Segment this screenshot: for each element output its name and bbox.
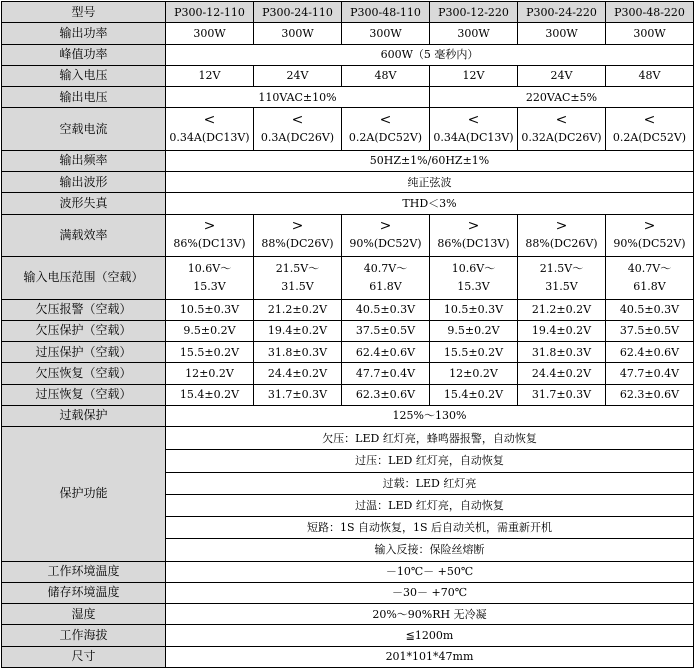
cell-value [254, 214, 342, 257]
range-max: 61.8V [633, 279, 666, 293]
less-than-symbol: < [555, 112, 568, 128]
cell-text: 0.2A(DC52V) [348, 131, 423, 144]
range-max: 31.5V [545, 279, 578, 293]
row-altitude [2, 625, 694, 646]
cell-text: 0.3A(DC26V) [260, 131, 335, 144]
protection-item: 过压：LED 红灯亮，自动恢复 [166, 450, 694, 472]
range-max: 31.5V [281, 279, 314, 293]
range-min: 21.5V～ [539, 261, 584, 275]
protection-item: 过载：LED 红灯亮 [166, 472, 694, 494]
cell-value: 300W [342, 23, 430, 44]
model-label: 型号 [2, 2, 166, 23]
greater-than-symbol: > [379, 218, 392, 235]
row-storage-temp [2, 582, 694, 603]
cell-text: 88%(DC26V) [525, 237, 598, 251]
greater-than-symbol: > [203, 218, 216, 235]
row-full-load-efficiency [2, 214, 694, 257]
row-label: 输出电压 [2, 87, 166, 108]
cell-value: 31.8±0.3V [518, 342, 606, 363]
cell-value: 10.5±0.3V [430, 299, 518, 320]
cell-value: THD＜3% [166, 193, 694, 214]
row-humidity [2, 604, 694, 625]
cell-value: 220VAC±5% [430, 87, 694, 108]
cell-value: 31.7±0.3V [518, 384, 606, 405]
row-undervoltage-alarm [2, 299, 694, 320]
protection-item: 过温：LED 红灯亮，自动恢复 [166, 494, 694, 516]
cell-value [518, 257, 606, 300]
protection-item: 短路：1S 自动恢复，1S 后自动关机，需重新开机 [166, 517, 694, 539]
cell-value: ≦1200m [166, 625, 694, 646]
row-label: 工作环境温度 [2, 561, 166, 582]
row-input-voltage [2, 65, 694, 86]
cell-value: －30－ +70℃ [166, 582, 694, 603]
cell-value: 300W [606, 23, 694, 44]
cell-value: 201*101*47mm [166, 646, 694, 667]
cell-text: 86%(DC13V) [437, 237, 510, 251]
cell-value: 37.5±0.5V [606, 320, 694, 341]
cell-value [166, 108, 254, 151]
cell-value: 300W [518, 23, 606, 44]
cell-value: 10.5±0.3V [166, 299, 254, 320]
cell-value: 9.5±0.2V [166, 320, 254, 341]
cell-value: 19.4±0.2V [254, 320, 342, 341]
cell-text: 86%(DC13V) [173, 237, 246, 251]
range-min: 21.5V～ [275, 261, 320, 275]
cell-text: 90%(DC52V) [613, 237, 686, 251]
cell-value: 12V [430, 65, 518, 86]
cell-value: 24.4±0.2V [518, 363, 606, 384]
protection-item: 欠压：LED 红灯亮，蜂鸣器报警，自动恢复 [166, 427, 694, 450]
row-output-waveform [2, 172, 694, 193]
cell-value: 12±0.2V [430, 363, 518, 384]
cell-value: 纯正弦波 [166, 172, 694, 193]
cell-value: 12V [166, 65, 254, 86]
cell-value [166, 214, 254, 257]
cell-value: 48V [606, 65, 694, 86]
row-label: 欠压恢复（空载） [2, 363, 166, 384]
model-name: P300-24-110 [254, 2, 342, 23]
model-name: P300-48-110 [342, 2, 430, 23]
row-label: 湿度 [2, 604, 166, 625]
cell-value [606, 257, 694, 300]
row-label: 欠压保护（空载） [2, 320, 166, 341]
row-label: 储存环境温度 [2, 582, 166, 603]
row-input-voltage-range [2, 257, 694, 300]
row-label: 波形失真 [2, 193, 166, 214]
spec-table [1, 1, 694, 668]
cell-value: 62.4±0.6V [606, 342, 694, 363]
cell-value: 24V [254, 65, 342, 86]
cell-value: 300W [254, 23, 342, 44]
cell-value: －10℃－ +50℃ [166, 561, 694, 582]
cell-value: 50HZ±1%/60HZ±1% [166, 150, 694, 171]
model-name: P300-24-220 [518, 2, 606, 23]
cell-value: 62.3±0.6V [606, 384, 694, 405]
protection-item: 输入反接：保险丝熔断 [166, 539, 694, 561]
cell-value: 125%～130% [166, 405, 694, 426]
range-min: 10.6V～ [451, 261, 496, 275]
cell-value: 15.5±0.2V [430, 342, 518, 363]
cell-value: 21.2±0.2V [518, 299, 606, 320]
range-max: 15.3V [457, 279, 490, 293]
row-label: 输入电压范围（空载） [2, 257, 166, 300]
row-label: 尺寸 [2, 646, 166, 667]
row-undervoltage-protect [2, 320, 694, 341]
row-label: 峰值功率 [2, 44, 166, 65]
cell-value: 62.3±0.6V [342, 384, 430, 405]
cell-value: 40.5±0.3V [606, 299, 694, 320]
model-name: P300-12-220 [430, 2, 518, 23]
less-than-symbol: < [291, 112, 304, 128]
row-label: 输入电压 [2, 65, 166, 86]
cell-value: 31.7±0.3V [254, 384, 342, 405]
cell-value [518, 108, 606, 151]
cell-value: 47.7±0.4V [342, 363, 430, 384]
row-label: 欠压报警（空载） [2, 299, 166, 320]
cell-value [430, 257, 518, 300]
row-output-frequency [2, 150, 694, 171]
row-label: 工作海拔 [2, 625, 166, 646]
row-label: 空载电流 [2, 108, 166, 151]
row-dimensions [2, 646, 694, 667]
row-label: 满载效率 [2, 214, 166, 257]
row-label: 过压保护（空载） [2, 342, 166, 363]
cell-value: 300W [430, 23, 518, 44]
less-than-symbol: < [379, 112, 392, 128]
range-min: 40.7V～ [627, 261, 672, 275]
greater-than-symbol: > [643, 218, 656, 235]
range-min: 10.6V～ [187, 261, 232, 275]
cell-value: 47.7±0.4V [606, 363, 694, 384]
cell-text: 0.32A(DC26V) [521, 131, 602, 144]
row-overvoltage-protect [2, 342, 694, 363]
row-label: 保护功能 [2, 427, 166, 562]
cell-value: 12±0.2V [166, 363, 254, 384]
less-than-symbol: < [643, 112, 656, 128]
cell-value: 62.4±0.6V [342, 342, 430, 363]
cell-text: 88%(DC26V) [261, 237, 334, 251]
cell-value: 9.5±0.2V [430, 320, 518, 341]
cell-value [254, 257, 342, 300]
cell-value: 24V [518, 65, 606, 86]
cell-value: 21.2±0.2V [254, 299, 342, 320]
cell-value: 48V [342, 65, 430, 86]
row-operating-temp [2, 561, 694, 582]
row-no-load-current [2, 108, 694, 151]
cell-value: 15.4±0.2V [430, 384, 518, 405]
cell-value: 40.5±0.3V [342, 299, 430, 320]
cell-value [254, 108, 342, 151]
model-name: P300-48-220 [606, 2, 694, 23]
cell-value: 600W（5 毫秒内） [166, 44, 694, 65]
cell-value [518, 214, 606, 257]
cell-value: 24.4±0.2V [254, 363, 342, 384]
row-label: 输出功率 [2, 23, 166, 44]
cell-value: 15.4±0.2V [166, 384, 254, 405]
cell-value: 15.5±0.2V [166, 342, 254, 363]
cell-value [166, 257, 254, 300]
row-protection [2, 427, 694, 450]
cell-value [342, 214, 430, 257]
greater-than-symbol: > [291, 218, 304, 235]
model-name: P300-12-110 [166, 2, 254, 23]
row-overvoltage-recover [2, 384, 694, 405]
row-waveform-distortion [2, 193, 694, 214]
cell-text: 0.2A(DC52V) [612, 131, 687, 144]
row-peak-power [2, 44, 694, 65]
cell-value [606, 214, 694, 257]
range-max: 15.3V [193, 279, 226, 293]
cell-value [606, 108, 694, 151]
header-row [2, 2, 694, 23]
row-overload-protect [2, 405, 694, 426]
cell-value: 19.4±0.2V [518, 320, 606, 341]
cell-value [342, 257, 430, 300]
row-undervoltage-recover [2, 363, 694, 384]
cell-text: 0.34A(DC13V) [433, 131, 514, 144]
cell-value [430, 214, 518, 257]
range-min: 40.7V～ [363, 261, 408, 275]
cell-text: 0.34A(DC13V) [169, 131, 250, 144]
row-label: 输出波形 [2, 172, 166, 193]
range-max: 61.8V [369, 279, 402, 293]
greater-than-symbol: > [555, 218, 568, 235]
row-output-power [2, 23, 694, 44]
row-output-voltage [2, 87, 694, 108]
row-label: 过载保护 [2, 405, 166, 426]
row-label: 输出频率 [2, 150, 166, 171]
cell-text: 90%(DC52V) [349, 237, 422, 251]
less-than-symbol: < [203, 112, 216, 128]
cell-value [342, 108, 430, 151]
less-than-symbol: < [467, 112, 480, 128]
cell-value: 110VAC±10% [166, 87, 430, 108]
cell-value: 300W [166, 23, 254, 44]
row-label: 过压恢复（空载） [2, 384, 166, 405]
cell-value: 20%～90%RH 无冷凝 [166, 604, 694, 625]
cell-value: 31.8±0.3V [254, 342, 342, 363]
cell-value: 37.5±0.5V [342, 320, 430, 341]
greater-than-symbol: > [467, 218, 480, 235]
cell-value [430, 108, 518, 151]
